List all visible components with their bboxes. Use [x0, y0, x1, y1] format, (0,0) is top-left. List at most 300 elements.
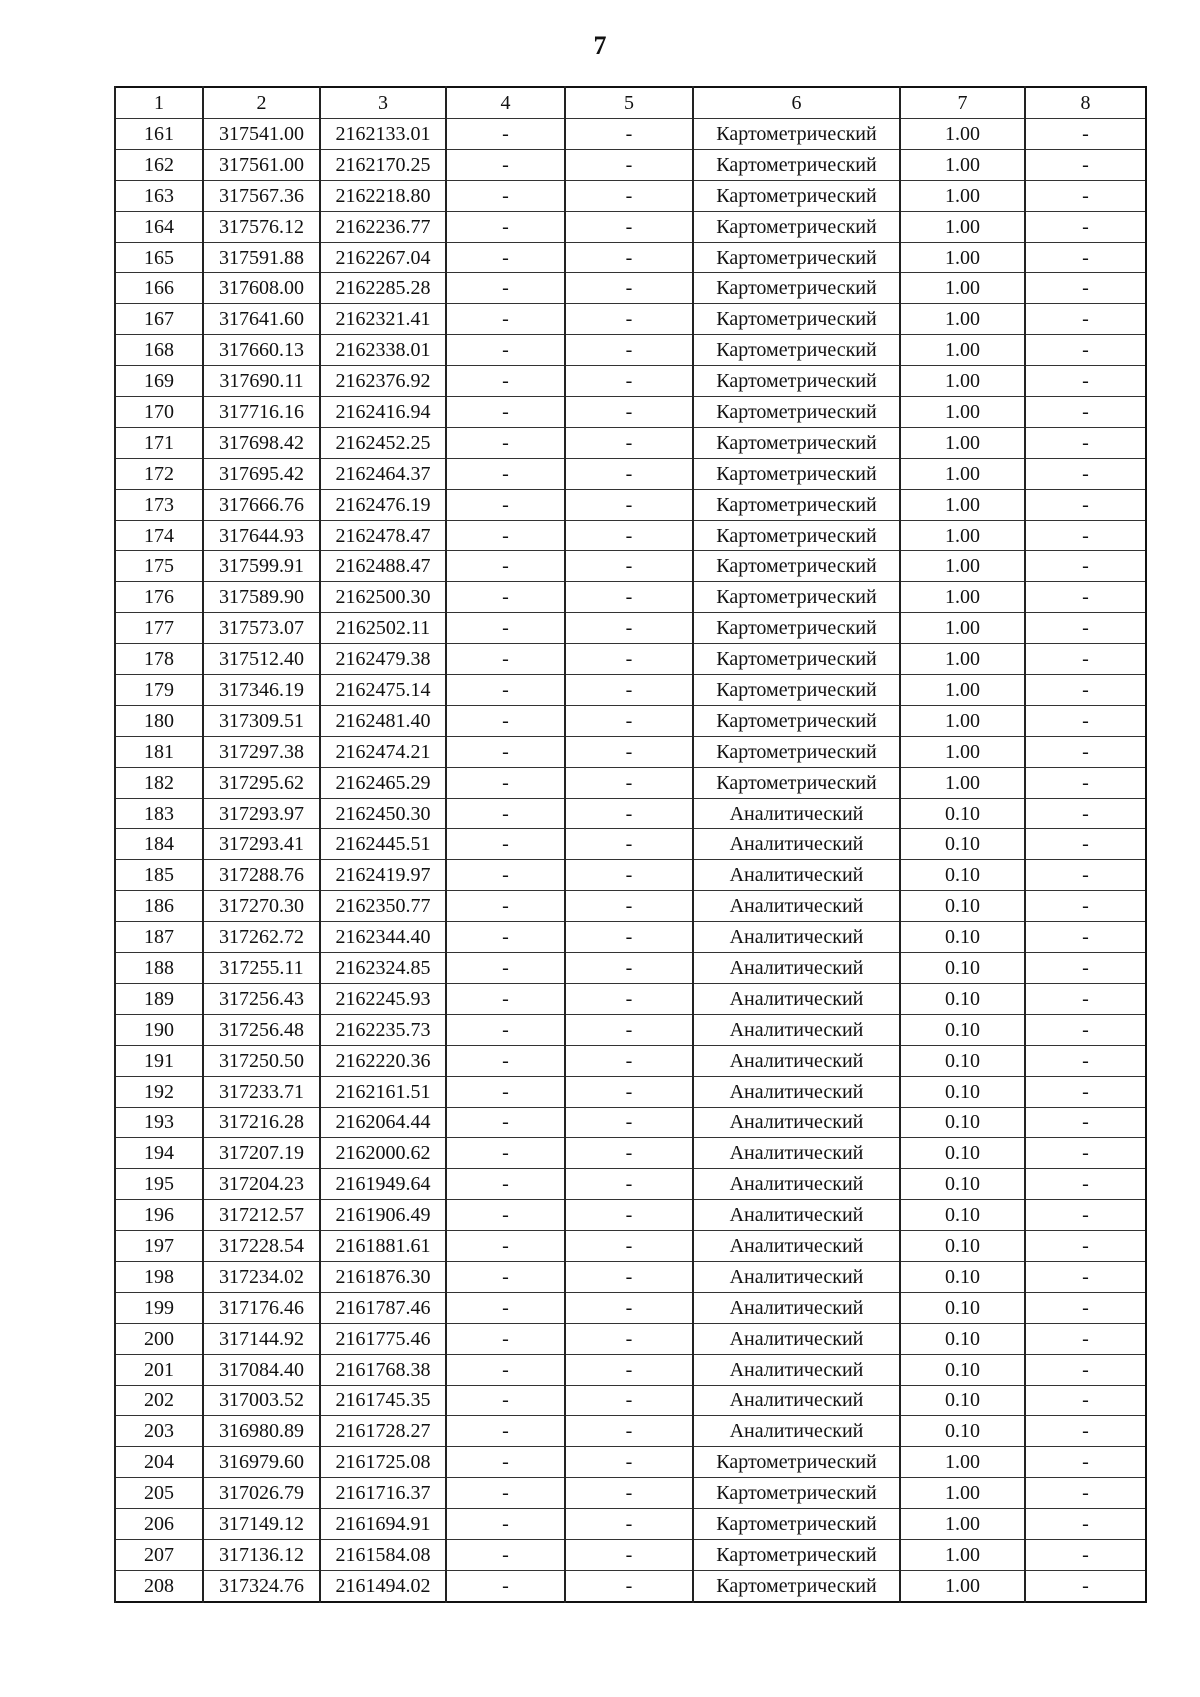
coordinates-table [114, 86, 1147, 1603]
x-coordinate-cell: 317660.13 [203, 335, 320, 366]
column-5-value-cell: - [565, 397, 693, 428]
column-8-value-cell: - [1025, 1354, 1146, 1385]
column-5-value-cell: - [565, 1138, 693, 1169]
point-number-cell: 169 [115, 366, 203, 397]
method-cell: Аналитический [693, 860, 900, 891]
method-cell: Картометрический [693, 1478, 900, 1509]
accuracy-cell: 0.10 [900, 983, 1025, 1014]
table-row [115, 273, 1146, 304]
x-coordinate-cell: 317295.62 [203, 767, 320, 798]
y-coordinate-cell: 2162321.41 [320, 304, 446, 335]
y-coordinate-cell: 2162476.19 [320, 489, 446, 520]
accuracy-cell: 1.00 [900, 180, 1025, 211]
method-cell: Аналитический [693, 1014, 900, 1045]
table-row [115, 1323, 1146, 1354]
y-coordinate-cell: 2161584.08 [320, 1539, 446, 1570]
accuracy-cell: 1.00 [900, 427, 1025, 458]
accuracy-cell: 1.00 [900, 1570, 1025, 1601]
column-5-value-cell: - [565, 1169, 693, 1200]
method-cell: Аналитический [693, 891, 900, 922]
method-cell: Аналитический [693, 953, 900, 984]
accuracy-cell: 0.10 [900, 1045, 1025, 1076]
method-cell: Картометрический [693, 1539, 900, 1570]
column-header-6: 6 [693, 87, 900, 119]
column-5-value-cell: - [565, 1570, 693, 1601]
column-8-value-cell: - [1025, 1169, 1146, 1200]
accuracy-cell: 0.10 [900, 1076, 1025, 1107]
column-4-value-cell: - [446, 1076, 565, 1107]
x-coordinate-cell: 317288.76 [203, 860, 320, 891]
point-number-cell: 184 [115, 829, 203, 860]
method-cell: Картометрический [693, 1570, 900, 1601]
x-coordinate-cell: 316979.60 [203, 1447, 320, 1478]
table-row [115, 427, 1146, 458]
column-8-value-cell: - [1025, 798, 1146, 829]
method-cell: Картометрический [693, 458, 900, 489]
method-cell: Картометрический [693, 335, 900, 366]
x-coordinate-cell: 317573.07 [203, 613, 320, 644]
x-coordinate-cell: 317204.23 [203, 1169, 320, 1200]
x-coordinate-cell: 317084.40 [203, 1354, 320, 1385]
accuracy-cell: 1.00 [900, 736, 1025, 767]
column-4-value-cell: - [446, 211, 565, 242]
x-coordinate-cell: 317589.90 [203, 582, 320, 613]
table-row [115, 520, 1146, 551]
table-row [115, 953, 1146, 984]
point-number-cell: 178 [115, 644, 203, 675]
column-8-value-cell: - [1025, 366, 1146, 397]
column-5-value-cell: - [565, 458, 693, 489]
table-row [115, 1447, 1146, 1478]
x-coordinate-cell: 317698.42 [203, 427, 320, 458]
point-number-cell: 204 [115, 1447, 203, 1478]
column-8-value-cell: - [1025, 1138, 1146, 1169]
column-5-value-cell: - [565, 1261, 693, 1292]
column-4-value-cell: - [446, 675, 565, 706]
accuracy-cell: 1.00 [900, 705, 1025, 736]
column-4-value-cell: - [446, 1231, 565, 1262]
method-cell: Аналитический [693, 1231, 900, 1262]
accuracy-cell: 0.10 [900, 1107, 1025, 1138]
column-8-value-cell: - [1025, 1447, 1146, 1478]
accuracy-cell: 1.00 [900, 582, 1025, 613]
x-coordinate-cell: 317256.48 [203, 1014, 320, 1045]
method-cell: Картометрический [693, 427, 900, 458]
column-4-value-cell: - [446, 180, 565, 211]
table-row [115, 798, 1146, 829]
column-4-value-cell: - [446, 366, 565, 397]
column-5-value-cell: - [565, 242, 693, 273]
column-8-value-cell: - [1025, 829, 1146, 860]
column-5-value-cell: - [565, 1385, 693, 1416]
column-4-value-cell: - [446, 613, 565, 644]
y-coordinate-cell: 2162220.36 [320, 1045, 446, 1076]
column-8-value-cell: - [1025, 1107, 1146, 1138]
y-coordinate-cell: 2162478.47 [320, 520, 446, 551]
accuracy-cell: 1.00 [900, 489, 1025, 520]
accuracy-cell: 1.00 [900, 304, 1025, 335]
method-cell: Аналитический [693, 1076, 900, 1107]
point-number-cell: 162 [115, 149, 203, 180]
column-header-7: 7 [900, 87, 1025, 119]
column-5-value-cell: - [565, 335, 693, 366]
y-coordinate-cell: 2162452.25 [320, 427, 446, 458]
column-5-value-cell: - [565, 119, 693, 150]
y-coordinate-cell: 2162350.77 [320, 891, 446, 922]
column-8-value-cell: - [1025, 458, 1146, 489]
column-8-value-cell: - [1025, 891, 1146, 922]
point-number-cell: 198 [115, 1261, 203, 1292]
method-cell: Аналитический [693, 922, 900, 953]
column-4-value-cell: - [446, 1354, 565, 1385]
column-4-value-cell: - [446, 1200, 565, 1231]
accuracy-cell: 1.00 [900, 1447, 1025, 1478]
column-5-value-cell: - [565, 1231, 693, 1262]
table-row [115, 767, 1146, 798]
column-5-value-cell: - [565, 273, 693, 304]
column-header-1: 1 [115, 87, 203, 119]
column-5-value-cell: - [565, 1292, 693, 1323]
x-coordinate-cell: 317262.72 [203, 922, 320, 953]
point-number-cell: 177 [115, 613, 203, 644]
point-number-cell: 180 [115, 705, 203, 736]
point-number-cell: 183 [115, 798, 203, 829]
column-8-value-cell: - [1025, 180, 1146, 211]
y-coordinate-cell: 2162475.14 [320, 675, 446, 706]
column-5-value-cell: - [565, 1478, 693, 1509]
method-cell: Картометрический [693, 613, 900, 644]
y-coordinate-cell: 2162338.01 [320, 335, 446, 366]
point-number-cell: 196 [115, 1200, 203, 1231]
column-4-value-cell: - [446, 983, 565, 1014]
accuracy-cell: 1.00 [900, 1509, 1025, 1540]
method-cell: Картометрический [693, 644, 900, 675]
column-5-value-cell: - [565, 551, 693, 582]
column-5-value-cell: - [565, 983, 693, 1014]
method-cell: Картометрический [693, 211, 900, 242]
column-header-2: 2 [203, 87, 320, 119]
column-8-value-cell: - [1025, 1076, 1146, 1107]
method-cell: Аналитический [693, 1200, 900, 1231]
accuracy-cell: 1.00 [900, 149, 1025, 180]
x-coordinate-cell: 317176.46 [203, 1292, 320, 1323]
point-number-cell: 170 [115, 397, 203, 428]
method-cell: Картометрический [693, 273, 900, 304]
y-coordinate-cell: 2162245.93 [320, 983, 446, 1014]
method-cell: Аналитический [693, 983, 900, 1014]
column-8-value-cell: - [1025, 335, 1146, 366]
column-8-value-cell: - [1025, 1292, 1146, 1323]
column-8-value-cell: - [1025, 1045, 1146, 1076]
method-cell: Картометрический [693, 489, 900, 520]
column-8-value-cell: - [1025, 397, 1146, 428]
accuracy-cell: 0.10 [900, 1014, 1025, 1045]
accuracy-cell: 1.00 [900, 458, 1025, 489]
table-row [115, 149, 1146, 180]
point-number-cell: 163 [115, 180, 203, 211]
table-row [115, 1509, 1146, 1540]
method-cell: Картометрический [693, 366, 900, 397]
column-8-value-cell: - [1025, 1014, 1146, 1045]
x-coordinate-cell: 317255.11 [203, 953, 320, 984]
x-coordinate-cell: 317297.38 [203, 736, 320, 767]
y-coordinate-cell: 2162450.30 [320, 798, 446, 829]
x-coordinate-cell: 317234.02 [203, 1261, 320, 1292]
table-row [115, 119, 1146, 150]
y-coordinate-cell: 2162218.80 [320, 180, 446, 211]
x-coordinate-cell: 317324.76 [203, 1570, 320, 1601]
y-coordinate-cell: 2162500.30 [320, 582, 446, 613]
x-coordinate-cell: 317695.42 [203, 458, 320, 489]
method-cell: Аналитический [693, 1354, 900, 1385]
accuracy-cell: 0.10 [900, 1138, 1025, 1169]
accuracy-cell: 0.10 [900, 1200, 1025, 1231]
x-coordinate-cell: 317228.54 [203, 1231, 320, 1262]
column-8-value-cell: - [1025, 1261, 1146, 1292]
y-coordinate-cell: 2162133.01 [320, 119, 446, 150]
method-cell: Картометрический [693, 149, 900, 180]
point-number-cell: 176 [115, 582, 203, 613]
table-row [115, 1478, 1146, 1509]
x-coordinate-cell: 317136.12 [203, 1539, 320, 1570]
point-number-cell: 205 [115, 1478, 203, 1509]
point-number-cell: 197 [115, 1231, 203, 1262]
page-number: 7 [593, 31, 607, 60]
column-header-5: 5 [565, 87, 693, 119]
point-number-cell: 186 [115, 891, 203, 922]
column-8-value-cell: - [1025, 1539, 1146, 1570]
column-header-8: 8 [1025, 87, 1146, 119]
point-number-cell: 203 [115, 1416, 203, 1447]
y-coordinate-cell: 2161768.38 [320, 1354, 446, 1385]
y-coordinate-cell: 2162285.28 [320, 273, 446, 304]
table-row [115, 1416, 1146, 1447]
accuracy-cell: 0.10 [900, 1385, 1025, 1416]
y-coordinate-cell: 2161881.61 [320, 1231, 446, 1262]
column-5-value-cell: - [565, 798, 693, 829]
point-number-cell: 207 [115, 1539, 203, 1570]
table-row [115, 1014, 1146, 1045]
y-coordinate-cell: 2161949.64 [320, 1169, 446, 1200]
column-5-value-cell: - [565, 1076, 693, 1107]
x-coordinate-cell: 317716.16 [203, 397, 320, 428]
point-number-cell: 185 [115, 860, 203, 891]
point-number-cell: 206 [115, 1509, 203, 1540]
point-number-cell: 202 [115, 1385, 203, 1416]
accuracy-cell: 1.00 [900, 551, 1025, 582]
column-8-value-cell: - [1025, 489, 1146, 520]
table-row [115, 860, 1146, 891]
column-5-value-cell: - [565, 829, 693, 860]
table-row [115, 736, 1146, 767]
accuracy-cell: 1.00 [900, 273, 1025, 304]
accuracy-cell: 0.10 [900, 1261, 1025, 1292]
point-number-cell: 200 [115, 1323, 203, 1354]
table-row [115, 675, 1146, 706]
y-coordinate-cell: 2161787.46 [320, 1292, 446, 1323]
column-5-value-cell: - [565, 1539, 693, 1570]
accuracy-cell: 1.00 [900, 366, 1025, 397]
y-coordinate-cell: 2161876.30 [320, 1261, 446, 1292]
point-number-cell: 161 [115, 119, 203, 150]
table-row [115, 211, 1146, 242]
y-coordinate-cell: 2162481.40 [320, 705, 446, 736]
table-row [115, 1354, 1146, 1385]
column-8-value-cell: - [1025, 860, 1146, 891]
method-cell: Аналитический [693, 1045, 900, 1076]
x-coordinate-cell: 317608.00 [203, 273, 320, 304]
point-number-cell: 208 [115, 1570, 203, 1601]
y-coordinate-cell: 2162235.73 [320, 1014, 446, 1045]
column-4-value-cell: - [446, 149, 565, 180]
column-4-value-cell: - [446, 1138, 565, 1169]
x-coordinate-cell: 317591.88 [203, 242, 320, 273]
x-coordinate-cell: 316980.89 [203, 1416, 320, 1447]
x-coordinate-cell: 317212.57 [203, 1200, 320, 1231]
column-4-value-cell: - [446, 1509, 565, 1540]
method-cell: Картометрический [693, 675, 900, 706]
column-4-value-cell: - [446, 1323, 565, 1354]
y-coordinate-cell: 2162344.40 [320, 922, 446, 953]
y-coordinate-cell: 2162419.97 [320, 860, 446, 891]
y-coordinate-cell: 2161745.35 [320, 1385, 446, 1416]
column-4-value-cell: - [446, 1416, 565, 1447]
column-8-value-cell: - [1025, 273, 1146, 304]
column-4-value-cell: - [446, 1045, 565, 1076]
y-coordinate-cell: 2162502.11 [320, 613, 446, 644]
table-row [115, 1292, 1146, 1323]
accuracy-cell: 1.00 [900, 211, 1025, 242]
accuracy-cell: 0.10 [900, 1416, 1025, 1447]
column-5-value-cell: - [565, 520, 693, 551]
column-5-value-cell: - [565, 860, 693, 891]
column-4-value-cell: - [446, 953, 565, 984]
accuracy-cell: 0.10 [900, 860, 1025, 891]
point-number-cell: 193 [115, 1107, 203, 1138]
accuracy-cell: 1.00 [900, 675, 1025, 706]
x-coordinate-cell: 317567.36 [203, 180, 320, 211]
column-4-value-cell: - [446, 1539, 565, 1570]
x-coordinate-cell: 317270.30 [203, 891, 320, 922]
point-number-cell: 175 [115, 551, 203, 582]
column-5-value-cell: - [565, 427, 693, 458]
accuracy-cell: 0.10 [900, 922, 1025, 953]
accuracy-cell: 0.10 [900, 1292, 1025, 1323]
column-8-value-cell: - [1025, 211, 1146, 242]
column-5-value-cell: - [565, 1200, 693, 1231]
accuracy-cell: 0.10 [900, 829, 1025, 860]
accuracy-cell: 0.10 [900, 1323, 1025, 1354]
method-cell: Картометрический [693, 1447, 900, 1478]
y-coordinate-cell: 2161775.46 [320, 1323, 446, 1354]
method-cell: Картометрический [693, 1509, 900, 1540]
column-header-4: 4 [446, 87, 565, 119]
table-row [115, 1107, 1146, 1138]
table-row [115, 891, 1146, 922]
point-number-cell: 190 [115, 1014, 203, 1045]
x-coordinate-cell: 317541.00 [203, 119, 320, 150]
y-coordinate-cell: 2162376.92 [320, 366, 446, 397]
column-8-value-cell: - [1025, 242, 1146, 273]
column-4-value-cell: - [446, 1261, 565, 1292]
accuracy-cell: 1.00 [900, 397, 1025, 428]
accuracy-cell: 1.00 [900, 1478, 1025, 1509]
table-row [115, 551, 1146, 582]
column-5-value-cell: - [565, 705, 693, 736]
column-8-value-cell: - [1025, 983, 1146, 1014]
column-8-value-cell: - [1025, 304, 1146, 335]
column-4-value-cell: - [446, 891, 565, 922]
x-coordinate-cell: 317026.79 [203, 1478, 320, 1509]
table-row [115, 180, 1146, 211]
point-number-cell: 189 [115, 983, 203, 1014]
x-coordinate-cell: 317346.19 [203, 675, 320, 706]
column-4-value-cell: - [446, 242, 565, 273]
column-4-value-cell: - [446, 922, 565, 953]
table-row [115, 613, 1146, 644]
table-row [115, 1231, 1146, 1262]
table-row [115, 366, 1146, 397]
column-8-value-cell: - [1025, 1509, 1146, 1540]
y-coordinate-cell: 2162000.62 [320, 1138, 446, 1169]
accuracy-cell: 1.00 [900, 242, 1025, 273]
accuracy-cell: 1.00 [900, 1539, 1025, 1570]
column-5-value-cell: - [565, 304, 693, 335]
accuracy-cell: 1.00 [900, 613, 1025, 644]
point-number-cell: 194 [115, 1138, 203, 1169]
column-5-value-cell: - [565, 180, 693, 211]
table-row [115, 335, 1146, 366]
column-4-value-cell: - [446, 458, 565, 489]
accuracy-cell: 0.10 [900, 1354, 1025, 1385]
accuracy-cell: 1.00 [900, 119, 1025, 150]
accuracy-cell: 0.10 [900, 798, 1025, 829]
y-coordinate-cell: 2162465.29 [320, 767, 446, 798]
column-8-value-cell: - [1025, 1416, 1146, 1447]
point-number-cell: 195 [115, 1169, 203, 1200]
table-row [115, 829, 1146, 860]
column-5-value-cell: - [565, 1509, 693, 1540]
column-4-value-cell: - [446, 1292, 565, 1323]
point-number-cell: 164 [115, 211, 203, 242]
table-row [115, 458, 1146, 489]
y-coordinate-cell: 2162488.47 [320, 551, 446, 582]
column-header-3: 3 [320, 87, 446, 119]
y-coordinate-cell: 2162479.38 [320, 644, 446, 675]
column-5-value-cell: - [565, 953, 693, 984]
column-4-value-cell: - [446, 119, 565, 150]
column-8-value-cell: - [1025, 551, 1146, 582]
y-coordinate-cell: 2162445.51 [320, 829, 446, 860]
table-row [115, 1076, 1146, 1107]
y-coordinate-cell: 2162170.25 [320, 149, 446, 180]
point-number-cell: 187 [115, 922, 203, 953]
y-coordinate-cell: 2161725.08 [320, 1447, 446, 1478]
method-cell: Картометрический [693, 736, 900, 767]
column-8-value-cell: - [1025, 922, 1146, 953]
column-4-value-cell: - [446, 767, 565, 798]
column-4-value-cell: - [446, 427, 565, 458]
column-4-value-cell: - [446, 860, 565, 891]
point-number-cell: 174 [115, 520, 203, 551]
point-number-cell: 166 [115, 273, 203, 304]
table-row [115, 1539, 1146, 1570]
column-4-value-cell: - [446, 335, 565, 366]
column-8-value-cell: - [1025, 1478, 1146, 1509]
x-coordinate-cell: 317644.93 [203, 520, 320, 551]
method-cell: Картометрический [693, 397, 900, 428]
x-coordinate-cell: 317216.28 [203, 1107, 320, 1138]
